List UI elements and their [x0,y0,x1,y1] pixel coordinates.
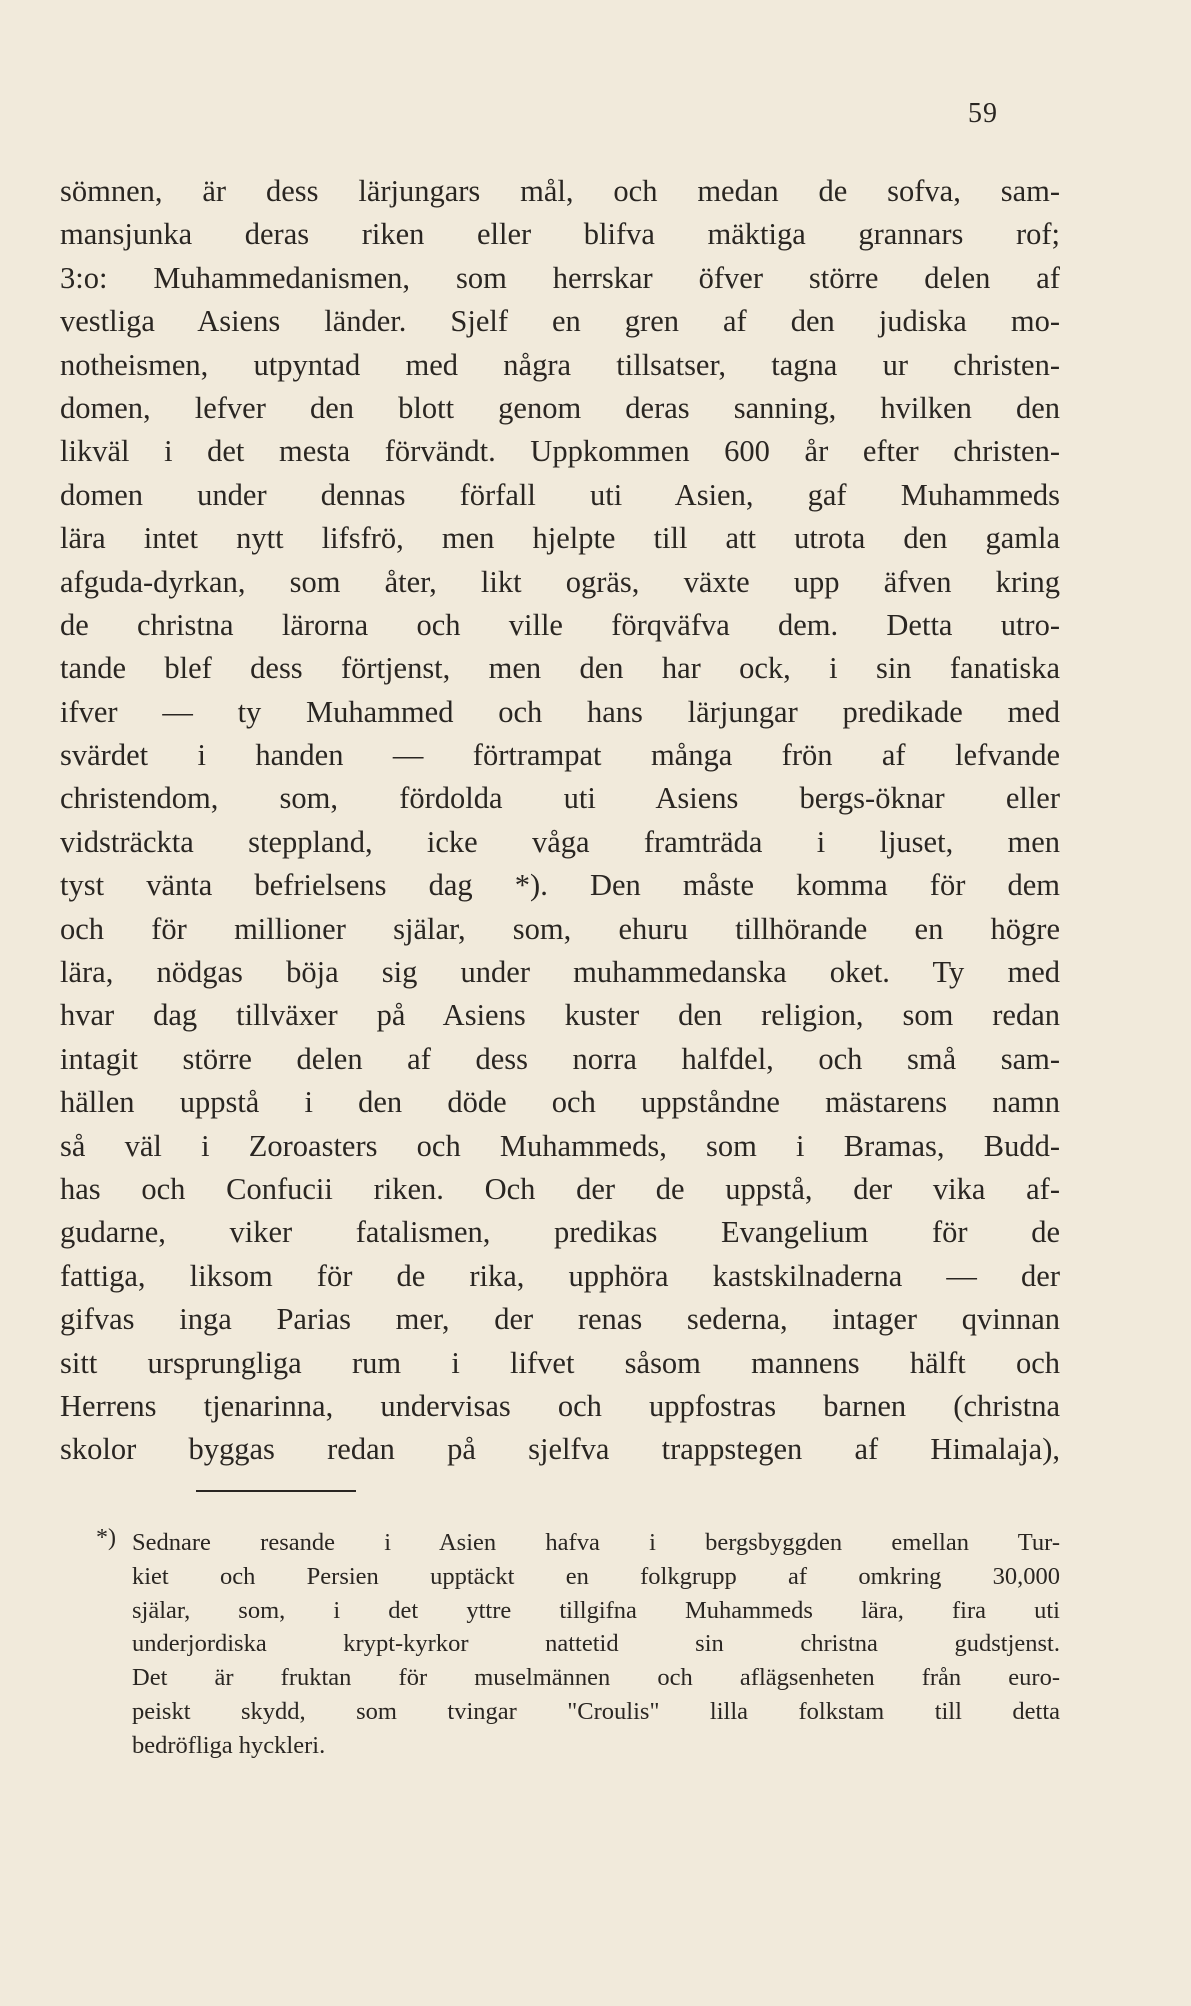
footnote-divider [196,1490,356,1492]
text-line: svärdet i handen — förtrampat många frön af lefvande [60,738,1060,773]
text-line: vidsträckta steppland, icke våga framträda i ljuset, men [60,824,1060,859]
text-line: hvar dag tillväxer på Asiens kuster den religion, som redan [60,998,1060,1033]
text-line: och för millioner själar, som, ehuru tillhörande en högre [60,911,1060,946]
text-line: has och Confucii riken. Och der de uppstå, der vika af- [60,1171,1060,1206]
footnote-line: själar, som, i det yttre tillgifna Muhammeds lära, fira uti [132,1596,1060,1624]
text-line: gifvas inga Parias mer, der renas sederna, intager qvinnan [60,1302,1060,1337]
footnote-line: kiet och Persien upptäckt en folkgrupp af omkring 30,000 [132,1562,1060,1590]
text-line: skolor byggas redan på sjelfva trappstegen af Himalaja), [60,1432,1060,1467]
text-line: hällen uppstå i den döde och uppståndne mästarens namn [60,1085,1060,1120]
text-line: vestliga Asiens länder. Sjelf en gren af den judiska mo- [60,304,1060,339]
footnote-line: underjordiska krypt-kyrkor nattetid sin christna gudstjenst. [132,1630,1060,1658]
text-line: 3:o: Muhammedanismen, som herrskar öfver större delen af [60,260,1060,295]
text-line: domen, lefver den blott genom deras sanning, hvilken den [60,390,1060,425]
text-line: notheismen, utpyntad med några tillsatser, tagna ur christen- [60,347,1060,382]
text-line: intagit större delen af dess norra halfdel, och små sam- [60,1041,1060,1076]
text-line: så väl i Zoroasters och Muhammeds, som i Bramas, Budd- [60,1128,1060,1163]
footnote-marker: *) [96,1525,116,1551]
footnote-line: Sednare resande i Asien hafva i bergsbyggden emellan Tur- [132,1529,1060,1556]
text-line: lära intet nytt lifsfrö, men hjelpte till att utrota den gamla [60,521,1060,556]
text-line: sitt ursprungliga rum i lifvet såsom mannens hälft och [60,1345,1060,1380]
footnote-line: peiskt skydd, som tvingar "Croulis" lilla folkstam till detta [132,1697,1060,1725]
text-line: sömnen, är dess lärjungars mål, och medan de sofva, sam- [60,174,1060,208]
text-line: de christna lärorna och ville förqväfva dem. Detta utro- [60,607,1060,642]
text-line: domen under dennas förfall uti Asien, gaf Muhammeds [60,477,1060,512]
text-line: tande blef dess förtjenst, men den har ock, i sin fanatiska [60,651,1060,686]
body-text [60,170,1060,1472]
footnote-text [132,1526,1060,1763]
text-line: mansjunka deras riken eller blifva mäktiga grannars rof; [60,217,1060,252]
text-line: likväl i det mesta förvändt. Uppkommen 600 år efter christen- [60,434,1060,469]
text-line: Herrens tjenarinna, undervisas och uppfostras barnen (christna [60,1388,1060,1423]
text-line: lära, nödgas böja sig under muhammedanska oket. Ty med [60,955,1060,990]
text-line: gudarne, viker fatalismen, predikas Evangelium för de [60,1215,1060,1250]
text-line: ifver — ty Muhammed och hans lärjungar predikade med [60,694,1060,729]
footnote [96,1526,1060,1763]
text-line: tyst vänta befrielsens dag *). Den måste komma för dem [60,868,1060,903]
text-line: christendom, som, fördolda uti Asiens bergs-öknar eller [60,781,1060,816]
footnote-line: bedröfliga hyckleri. [132,1731,326,1759]
footnote-line: Det är fruktan för muselmännen och aflägsenheten från euro- [132,1664,1060,1692]
text-line: afguda-dyrkan, som åter, likt ogräs, växte upp äfven kring [60,564,1060,599]
page-number: 59 [968,98,998,129]
text-line: fattiga, liksom för de rika, upphöra kastskilnaderna — der [60,1258,1060,1293]
